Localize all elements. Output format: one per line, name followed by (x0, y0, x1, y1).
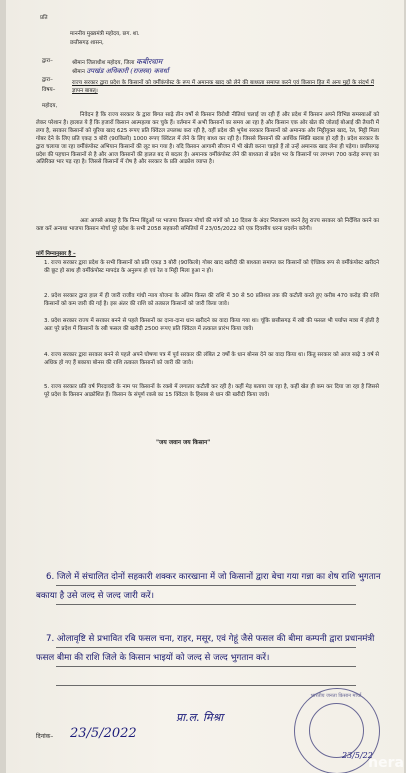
watermark: nera (368, 755, 404, 771)
sdm-handwritten: उपखंड अधिकारी (राजस्व) कवर्धा (86, 67, 169, 75)
handwritten-point-6: 6. जिले में संचालित दोनों सहकारी शक्कर कारखाना में जो किसानों द्वारा बेचा गया गन्ना का शेष राशि भुगतान बकाया है उसे जल्द से जल्द जारी करें। (36, 572, 381, 601)
collector-district-handwritten: कबीरधाम (136, 57, 163, 66)
memorandum-page (6, 0, 404, 773)
dwara-line-2: श्रीमान उपखंड अधिकारी (राजस्व) कवर्धा (72, 67, 169, 75)
addressee-line-1: माननीय मुख्यमंत्री महोदय, छग. शा. (70, 31, 140, 37)
demand-point-2: 2. प्रदेश सरकार द्वारा हाल में ही जारी राजीव गांधी न्याय योजना के अंतिम किस्त की राशि में 30 से 50 प्रतिशत तक की कटौती करते हुए करीब 470 करोड़ की राशि किसानों को कम जारी की गई है। इस अंतर की राशि को तत्काल किसानों को जारी किया जावे। (44, 293, 379, 307)
salutation: महोदय, (42, 103, 58, 109)
ruled-line (56, 685, 356, 686)
demand-point-5: 5. राज्य सरकार प्रति वर्ष गिरदावरी के नाम पर किसानों के रकबे में लगातार कटौती कर रही है। कहीं मेड़ बताया जा रहा है, कहीं खेत ही कम कर दिया जा रहा है जिससे पूरे प्रदेश के किसान आक्रोशित हैं। किसान के संपूर्ण रकबे का 15 क्विंटल के हिसाब से धान की खरीदी किया जावे। (44, 384, 379, 398)
dwara-label-2: द्वारा– (42, 77, 53, 83)
date-value: 23/5/2022 (70, 726, 137, 741)
stamp-signature: 23/5/22 (342, 751, 373, 760)
addressee-line-2: छत्तीसगढ़ शासन, (70, 40, 104, 46)
dwara-label: द्वारा– (42, 58, 53, 64)
demands-heading: मांगें निम्नानुसार है – (36, 251, 76, 257)
slogan: "जय जवान जय किसान" (156, 440, 211, 446)
handwritten-point-7: 7. ओलावृष्टि से प्रभावित रबि फसल चना, राहर, मसूर, एवं गेहूं जैसे फसल की बीमा कम्पनी द्वारा प्रधानमंत्री फसल बीमा की राशि जिले के किसान भाइयों को जल्द से जल्द भुगतान करें। (36, 634, 375, 663)
date-label: दिनांक– (36, 733, 54, 740)
signature: प्रा.ल. मिश्रा (176, 711, 224, 724)
paragraph-1: निवेदन है कि राज्य सरकार के द्वारा बिगत साढ़े तीन वर्षों से किसान विरोधी नीतियां चलाई जा रही हैं और प्रदेश में किसान अपने विभिन्न समस्याओं को लेकर परेशान है। हालात ये हैं कि हजारों किसान आत्महत्या कर चुके हैं। वर्तमान में अभी किसानों का समय आ रहा है और किसान एक ओर खेत की जोताई बोआई की तैयारी में लगा है, सरकार किसानों को यूरिया खाद 625 रूपए प्रति क्विंटल उपलब्ध करा रही है, वहीं प्रदेश की भूपेश सरकार किसानों को अमानक और मिट्टीयुक्त खाद, रेत, मिट्टी मिला गोबर देने के लिए प्रति एकड़ 3 बोरी (90किलो) 1000 रूपए क्विंटल में लेने के लिए बाध्य कर रही है। जिससे किसानों की आर्थिक स्थिति खराब हो रही है। प्रदेश सरकार के द्वारा चलाया जा रहा वर्मीकंपोस्ट अभियान किसानों की लूट बन गया है। यदि किसान आगामी सीजन में भी खेती करना चाहते हैं तो उन्हें अमानक खाद लेना ही पड़ेगा। छत्तीसगढ़ प्रदेश की पहचान किसानों से है और आज किसानों की हालत बद से बदतर है। अमानक वर्मीकंपोस्ट लेने की बाध्यता से प्रदेश भर के किसानों पर लगभग 700 करोड़ रूपए का अतिरिक्त भार पड़ रहा है। जिससे किसानों में रोष है और सरकार के प्रति आक्रोश व्याप्त है। (36, 112, 380, 166)
dwara-line-1: श्रीमान जिलाधीश महोदय, जिला कबीरधाम (72, 57, 163, 66)
subject-text: राज्य सरकार द्वारा प्रदेश के किसानों को वर्मीकंपोस्ट के रूप में अमानक खाद को लेने की बाध्यता समाप्त करने एवं किसान हित में अन्य मुद्दों के संदर्भ में ज्ञापन बाबत्‌। (72, 80, 374, 94)
demand-point-1: 1. राज्य सरकार द्वारा प्रदेश के सभी किसानों को प्रति एकड़ 3 बोरी (90किलो) गोबर खाद खरीदी की बाध्यता समाप्त कर किसानों को ऐच्छिक रूप से वर्मीकंपोस्ट खरीदने की छूट हो साथ ही वर्मीकंपोस्ट मापदंड के अनुरूप हो एवं रेत व मिट्टी मिला हुआ न हो। (44, 260, 379, 274)
paragraph-2: अतः आपसे आग्रह है कि निम्न बिंदुओं पर भाजपा किसान मोर्चा की मांगों को 10 दिवस के अंदर निराकरण करने हेतु राज्य सरकार को निर्देशित करने का कष्ट करें अन्यथा भाजपा किसान मोर्चा पूरे प्रदेश के सभी 2058 सहकारी समितियों में 23/05/2022 को एक दिवसीय धरना प्रदर्शन करेगी। (36, 218, 379, 232)
demand-point-4: 4. राज्य सरकार द्वारा सरकार बनने से पहले अपने घोषणा पत्र में पूर्व सरकार की लंबित 2 वर्षों के धान बोनस देने का वादा किया था। किंतु सरकार को आज साढ़े 3 वर्ष से अधिक हो गए हैं बकाया बोनस की राशि तत्काल किसानों को जारी की जावे। (44, 352, 379, 366)
prati-label: प्रति (40, 15, 48, 21)
official-stamp: भारतीय जनता किसान मोर्चा (294, 688, 380, 773)
demand-point-3: 3. प्रदेश सरकार राज्य में सरकार बनने से पहले किसानों का दाना-दाना धान खरीदने का वादा किया गया था। चूंकि छत्तीसगढ़ में रबी की फसल भी पर्याप्त मात्रा में होती है अतः पूरे प्रदेश में किसानों के रबी फसल की खरीदी 2500 रूपए प्रति क्विंटल में तत्काल प्रारंभ किया जावे। (44, 318, 379, 332)
vishay-label: विषय– (42, 87, 56, 93)
